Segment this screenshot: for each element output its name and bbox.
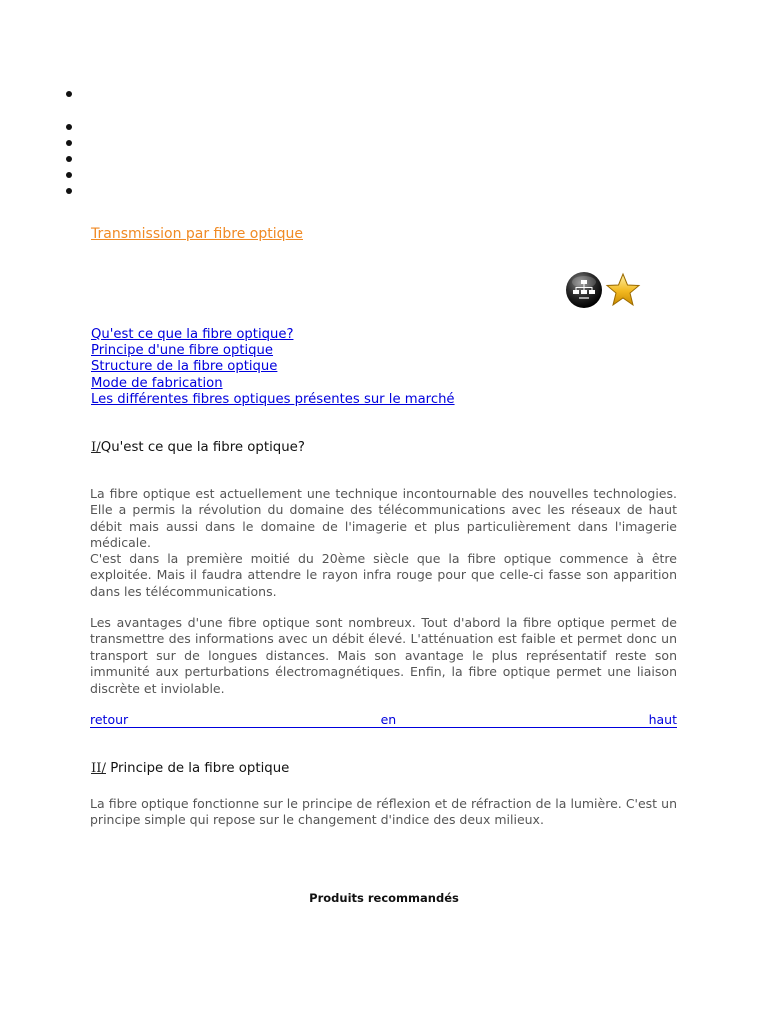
page-title-link[interactable]: Transmission par fibre optique bbox=[91, 226, 303, 242]
back-link-word: retour bbox=[90, 712, 129, 727]
recommended-products-label: Produits recommandés bbox=[309, 891, 459, 905]
bullet-dot bbox=[66, 124, 72, 130]
back-link-word: haut bbox=[648, 712, 677, 727]
toc-link-what-is-fiber[interactable]: Qu'est ce que la fibre optique? bbox=[91, 327, 294, 342]
section-number: II/ bbox=[91, 761, 106, 776]
table-of-contents bbox=[91, 327, 455, 408]
section-title: Qu'est ce que la fibre optique? bbox=[100, 440, 305, 455]
toc-link-structure[interactable]: Structure de la fibre optique bbox=[91, 359, 278, 375]
paragraph: La fibre optique est actuellement une technique incontournable des nouvelles technologies. Elle a permis la révolution du domaine des télécommunications avec les réseaux de haut débit mais aussi dans le domaine de l'imagerie et plus particulièrement dans l'imagerie médicale. bbox=[90, 486, 677, 551]
back-to-top-link[interactable] bbox=[90, 712, 677, 728]
section-heading-2 bbox=[91, 761, 289, 776]
action-icons bbox=[565, 271, 645, 311]
section-heading-1 bbox=[91, 440, 305, 455]
section-title: Principe de la fibre optique bbox=[110, 761, 290, 776]
back-link-word: en bbox=[380, 712, 397, 727]
star-icon[interactable] bbox=[607, 274, 639, 305]
bullet-dot bbox=[66, 172, 72, 178]
toc-link-principle[interactable]: Principe d'une fibre optique bbox=[91, 343, 274, 359]
bullet-dot bbox=[66, 188, 72, 194]
bullet-dot bbox=[66, 140, 72, 146]
sitemap-icon[interactable] bbox=[566, 272, 602, 308]
paragraph: La fibre optique fonctionne sur le principe de réflexion et de réfraction de la lumière. C'est un principe simple qui repose sur le changement d'indice des deux milieux. bbox=[90, 796, 677, 828]
toc-link-fiber-types[interactable]: Les différentes fibres optiques présentes sur le marché bbox=[91, 391, 455, 407]
toc-link-manufacturing[interactable]: Mode de fabrication bbox=[91, 375, 223, 391]
paragraph: Les avantages d'une fibre optique sont nombreux. Tout d'abord la fibre optique permet de transmettre des informations avec un débit élevé. L'atténuation est faible et permet donc un transport sur de longues distances. Mais son avantage le plus représentatif reste son immunité aux perturbations électromagnétiques. Enfin, la fibre optique permet une liaison discrète et inviolable. bbox=[90, 615, 677, 696]
bullet-dot bbox=[66, 156, 72, 162]
bullet-dot bbox=[66, 91, 72, 97]
paragraph: C'est dans la première moitié du 20ème siècle que la fibre optique commence à être exploitée. Mais il faudra attendre le rayon infra rouge pour que celle-ci fasse son apparition dans les télécommunications. bbox=[90, 551, 677, 599]
section-number: I/ bbox=[91, 440, 101, 455]
